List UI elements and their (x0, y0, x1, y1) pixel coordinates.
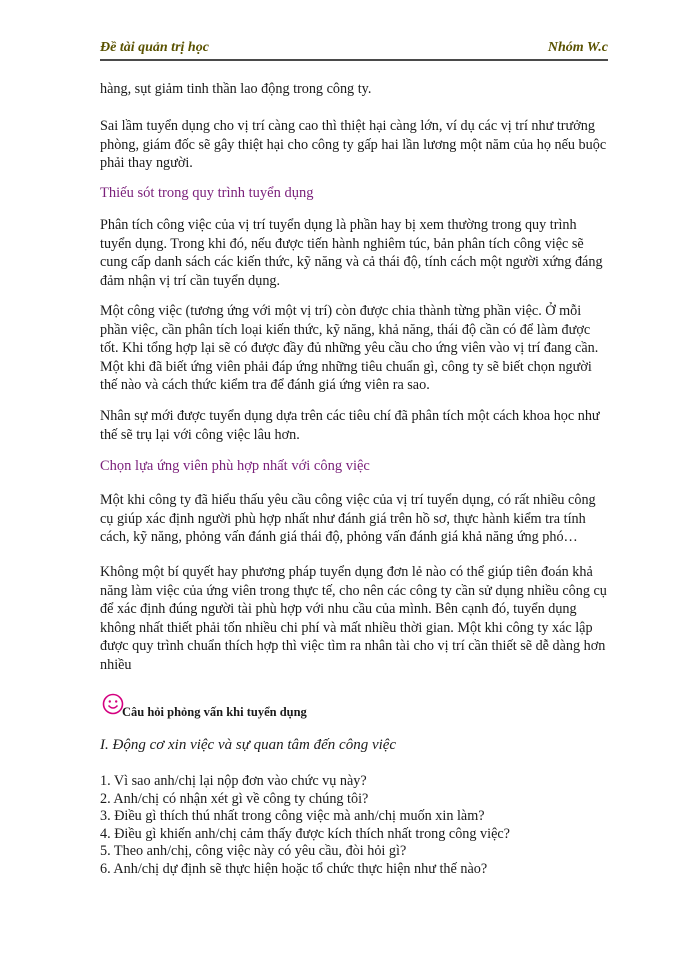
paragraph-job-analysis: Phân tích công việc của vị trí tuyển dụng là phần hay bị xem thường trong quy trình tuyển dụng. Trong khi đó, nếu được tiến hành nghiêm túc, bản phân tích công việc sẽ cung cấp danh sách các kiến thức, kỹ năng và cả thái độ, tính cách một người xứng đáng đảm nhận vị trí cần tuyển dụng. (100, 217, 603, 289)
page-header (100, 40, 608, 60)
question-item: 5. Theo anh/chị, công việc này có yêu cầu, đòi hỏi gì? (100, 843, 407, 859)
paragraph-job-parts: Một công việc (tương ứng với một vị trí) còn được chia thành từng phần việc. Ở mỗi phần việc, cần phân tích loại kiến thức, kỹ năng, khả năng, thái độ cần có để làm được tốt. Khi tổng hợp lại sẽ có được đầy đủ những yêu cầu cho ứng viên vào vị trí đang cần. Một khi đã biết ứng viên phải đáp ứng những tiêu chuẩn gì, công ty sẽ biết chọn người thế nào và cách thức kiểm tra để đánh giá ứng viên ra sao. (100, 303, 599, 393)
header-title: Đề tài quản trị học (100, 40, 209, 55)
paragraph-intro: hàng, sụt giảm tinh thần lao động trong công ty. (100, 81, 372, 97)
questions-title: Câu hỏi phỏng vấn khi tuyển dụng (122, 705, 307, 719)
header-group: Nhóm W.c (547, 40, 608, 55)
question-item: 3. Điều gì thích thú nhất trong công việc mà anh/chị muốn xin làm? (100, 808, 485, 824)
question-list (100, 773, 510, 878)
question-item: 1. Vì sao anh/chị lại nộp đơn vào chức vụ này? (100, 773, 367, 789)
paragraph-new-staff: Nhân sự mới được tuyển dụng dựa trên các tiêu chí đã phân tích một cách khoa học như thế sẽ trụ lại với công việc lâu hơn. (100, 408, 600, 443)
header-rule (100, 59, 608, 61)
question-item: 4. Điều gì khiến anh/chị cảm thấy được kích thích nhất trong công việc? (100, 825, 510, 842)
question-item: 2. Anh/chị có nhận xét gì về công ty chúng tôi? (100, 790, 369, 807)
paragraph-tools: Một khi công ty đã hiểu thấu yêu cầu công việc của vị trí tuyển dụng, có rất nhiều công cụ giúp xác định người phù hợp nhất như đánh giá trên hồ sơ, thực hành kiểm tra tính cách, kỹ năng, phỏng vấn đánh giá thái độ, phỏng vấn đánh giá khả năng ứng phó… (100, 492, 596, 545)
paragraph-hiring-mistake: Sai lầm tuyển dụng cho vị trí càng cao thì thiệt hại càng lớn, ví dụ các vị trí như trưởng phòng, giám đốc sẽ gây thiệt hại cho công ty gấp hai lần lương một năm của họ nếu buộc phải thay người. (100, 118, 607, 171)
question-item: 6. Anh/chị dự định sẽ thực hiện hoặc tổ chức thực hiện như thế nào? (100, 860, 488, 877)
subheading-process: Thiếu sót trong quy trình tuyển dụng (100, 185, 314, 201)
paragraph-no-secret: Không một bí quyết hay phương pháp tuyển dụng đơn lẻ nào có thể giúp tiên đoán khả năng làm việc của ứng viên trong thực tế, cho nên các công ty cần sử dụng nhiều công cụ để xác định đúng người tài phù hợp với nhu cầu của mình. Bên cạnh đó, tuyển dụng không nhất thiết phải tốn nhiều chi phí và mất nhiều thời gian. Một khi công ty xác lập được quy trình chuẩn thích hợp thì việc tìm ra nhân tài cho vị trí cần thiết sẽ dễ dàng hơn nhiều (100, 564, 607, 673)
section-title: I. Động cơ xin việc và sự quan tâm đến công việc (100, 737, 397, 753)
smiley-icon (102, 693, 124, 720)
subheading-selection: Chọn lựa ứng viên phù hợp nhất với công việc (100, 458, 370, 474)
